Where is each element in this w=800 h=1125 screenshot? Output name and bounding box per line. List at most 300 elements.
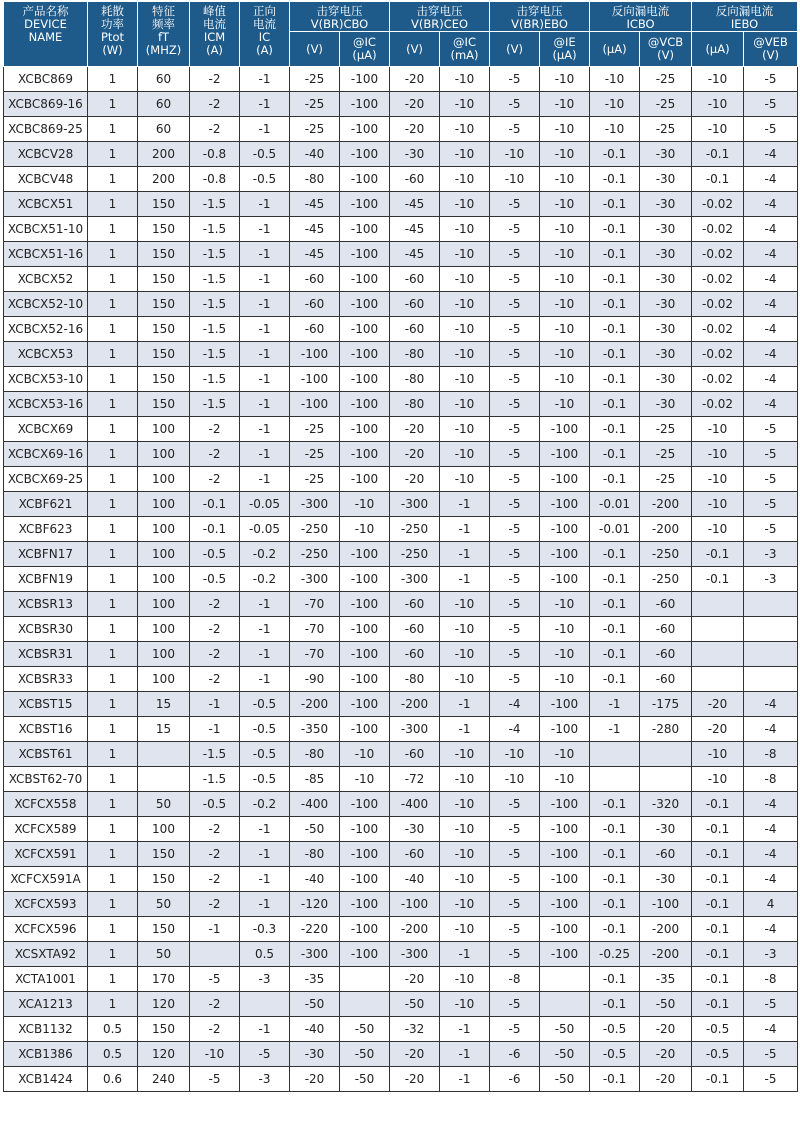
value-cell: -8 (744, 742, 798, 767)
value-cell: -0.1 (692, 992, 744, 1017)
value-cell: -0.25 (590, 942, 640, 967)
value-cell: -2 (190, 642, 240, 667)
value-cell: -1 (440, 567, 490, 592)
table-row (4, 767, 798, 792)
value-cell: -100 (340, 292, 390, 317)
value-cell: -0.1 (590, 817, 640, 842)
value-cell: -50 (290, 817, 340, 842)
value-cell: -70 (290, 642, 340, 667)
table-row (4, 367, 798, 392)
value-cell: -4 (744, 1017, 798, 1042)
device-name-cell: XCBF621 (4, 492, 88, 517)
value-cell: 150 (138, 867, 190, 892)
value-cell: -1 (440, 542, 490, 567)
value-cell: 1 (88, 342, 138, 367)
value-cell: -0.02 (692, 342, 744, 367)
value-cell: -100 (540, 842, 590, 867)
value-cell: 1 (88, 842, 138, 867)
value-cell: -10 (190, 1042, 240, 1067)
value-cell (590, 742, 640, 767)
value-cell: -5 (190, 967, 240, 992)
table-row (4, 192, 798, 217)
table-row (4, 1067, 798, 1092)
device-name-cell: XCB1424 (4, 1067, 88, 1092)
value-cell (692, 617, 744, 642)
value-cell: -100 (340, 692, 390, 717)
value-cell: -5 (490, 592, 540, 617)
value-cell: -20 (390, 1067, 440, 1092)
value-cell: 1 (88, 142, 138, 167)
device-name-cell: XCFCX593 (4, 892, 88, 917)
value-cell: -80 (390, 392, 440, 417)
value-cell: 0.6 (88, 1067, 138, 1092)
value-cell: -10 (440, 292, 490, 317)
value-cell: -100 (540, 692, 590, 717)
value-cell: -30 (640, 192, 692, 217)
value-cell: -30 (390, 142, 440, 167)
value-cell: -250 (390, 517, 440, 542)
value-cell: -20 (692, 717, 744, 742)
value-cell: -1 (440, 1017, 490, 1042)
value-cell: -25 (640, 417, 692, 442)
device-name-cell: XCSXTA92 (4, 942, 88, 967)
value-cell: -0.1 (190, 492, 240, 517)
value-cell: 100 (138, 642, 190, 667)
value-cell: -100 (340, 792, 390, 817)
device-name-cell: XCBFN17 (4, 542, 88, 567)
value-cell: -250 (390, 542, 440, 567)
value-cell: -1 (240, 842, 290, 867)
table-row (4, 417, 798, 442)
device-name-cell: XCBCX69-16 (4, 442, 88, 467)
value-cell: -100 (340, 142, 390, 167)
value-cell: -0.1 (590, 442, 640, 467)
value-cell: -10 (340, 517, 390, 542)
value-cell: -10 (440, 892, 490, 917)
value-cell: -40 (390, 867, 440, 892)
value-cell: -45 (390, 242, 440, 267)
value-cell: -100 (340, 867, 390, 892)
device-name-cell: XCBCX51-16 (4, 242, 88, 267)
value-cell (138, 767, 190, 792)
table-row (4, 842, 798, 867)
value-cell: -4 (744, 242, 798, 267)
value-cell: 1 (88, 242, 138, 267)
value-cell: -60 (390, 742, 440, 767)
table-row (4, 342, 798, 367)
value-cell: -60 (640, 617, 692, 642)
value-cell: 150 (138, 317, 190, 342)
value-cell: 0.5 (88, 1017, 138, 1042)
value-cell: -0.1 (190, 517, 240, 542)
value-cell: -4 (744, 817, 798, 842)
value-cell: 240 (138, 1067, 190, 1092)
table-row (4, 292, 798, 317)
value-cell: -100 (540, 817, 590, 842)
value-cell: -20 (640, 1042, 692, 1067)
value-cell: -1 (240, 317, 290, 342)
value-cell: -50 (340, 1067, 390, 1092)
value-cell: -100 (540, 792, 590, 817)
value-cell: -10 (540, 317, 590, 342)
value-cell: -3 (744, 542, 798, 567)
value-cell: 1 (88, 392, 138, 417)
value-cell: -10 (440, 367, 490, 392)
table-row (4, 817, 798, 842)
value-cell: -30 (640, 342, 692, 367)
value-cell: -5 (490, 67, 540, 92)
value-cell: -1 (240, 817, 290, 842)
value-cell: -4 (744, 842, 798, 867)
value-cell: 150 (138, 192, 190, 217)
device-name-cell: XCBST62-70 (4, 767, 88, 792)
value-cell: -0.1 (590, 167, 640, 192)
value-cell: -25 (640, 442, 692, 467)
table-row (4, 67, 798, 92)
value-cell: -10 (540, 742, 590, 767)
table-row (4, 267, 798, 292)
value-cell: 4 (744, 892, 798, 917)
value-cell: -10 (590, 67, 640, 92)
value-cell: 1 (88, 542, 138, 567)
device-name-cell: XCBSR33 (4, 667, 88, 692)
value-cell: -100 (340, 67, 390, 92)
value-cell: -100 (340, 417, 390, 442)
value-cell: -0.1 (692, 867, 744, 892)
value-cell: -60 (390, 592, 440, 617)
value-cell: -90 (290, 667, 340, 692)
value-cell: -0.1 (692, 167, 744, 192)
value-cell: -0.1 (590, 417, 640, 442)
value-cell: -2 (190, 592, 240, 617)
value-cell: -100 (540, 917, 590, 942)
header-sub-ebo-v: (V) (490, 32, 540, 67)
value-cell: -30 (640, 242, 692, 267)
value-cell: -100 (340, 467, 390, 492)
device-name-cell: XCBC869-16 (4, 92, 88, 117)
value-cell: -10 (540, 217, 590, 242)
value-cell: -5 (490, 992, 540, 1017)
value-cell: -10 (692, 117, 744, 142)
value-cell: -20 (390, 417, 440, 442)
table-row (4, 517, 798, 542)
value-cell: -100 (340, 592, 390, 617)
value-cell: -100 (340, 92, 390, 117)
value-cell (640, 767, 692, 792)
value-cell: -0.1 (590, 892, 640, 917)
table-row (4, 667, 798, 692)
value-cell: -100 (340, 242, 390, 267)
value-cell: -10 (440, 592, 490, 617)
value-cell: -10 (440, 617, 490, 642)
value-cell: -60 (390, 292, 440, 317)
value-cell (240, 992, 290, 1017)
value-cell: -20 (290, 1067, 340, 1092)
value-cell: -1 (440, 517, 490, 542)
value-cell: -45 (290, 217, 340, 242)
value-cell: -4 (744, 392, 798, 417)
value-cell: -0.2 (240, 792, 290, 817)
value-cell: 1 (88, 867, 138, 892)
value-cell: -1 (240, 67, 290, 92)
value-cell: -10 (440, 267, 490, 292)
value-cell: -1 (240, 892, 290, 917)
value-cell: -100 (640, 892, 692, 917)
header-group-iebo: 反向漏电流 IEBO (692, 2, 798, 32)
value-cell: -60 (640, 642, 692, 667)
value-cell: 15 (138, 692, 190, 717)
value-cell: -0.02 (692, 267, 744, 292)
value-cell: -0.1 (590, 542, 640, 567)
value-cell: -100 (340, 717, 390, 742)
table-row (4, 792, 798, 817)
device-name-cell: XCFCX596 (4, 917, 88, 942)
value-cell: -200 (640, 942, 692, 967)
device-name-cell: XCFCX591 (4, 842, 88, 867)
value-cell: -1 (440, 492, 490, 517)
value-cell: -10 (440, 392, 490, 417)
value-cell: -60 (390, 267, 440, 292)
value-cell: -0.1 (692, 817, 744, 842)
value-cell: -2 (190, 817, 240, 842)
header-group-vbr-ceo: 击穿电压 V(BR)CEO (390, 2, 490, 32)
value-cell: -10 (440, 967, 490, 992)
value-cell: -25 (290, 467, 340, 492)
value-cell: -1 (240, 292, 290, 317)
value-cell: -10 (540, 367, 590, 392)
value-cell: -10 (540, 92, 590, 117)
table-row (4, 492, 798, 517)
value-cell: -100 (540, 567, 590, 592)
value-cell (692, 642, 744, 667)
value-cell: -10 (440, 317, 490, 342)
value-cell: 1 (88, 167, 138, 192)
value-cell: -0.1 (590, 917, 640, 942)
device-name-cell: XCBCV48 (4, 167, 88, 192)
value-cell: -0.2 (240, 542, 290, 567)
value-cell: -0.02 (692, 392, 744, 417)
value-cell: -8 (744, 767, 798, 792)
value-cell: -100 (340, 217, 390, 242)
value-cell: -0.5 (692, 1017, 744, 1042)
device-name-cell: XCBC869 (4, 67, 88, 92)
value-cell: -10 (340, 742, 390, 767)
value-cell: -300 (290, 567, 340, 592)
value-cell: -1 (240, 392, 290, 417)
value-cell: -0.5 (190, 567, 240, 592)
table-row (4, 867, 798, 892)
value-cell: 1 (88, 442, 138, 467)
value-cell (744, 592, 798, 617)
value-cell: 150 (138, 217, 190, 242)
value-cell: -20 (640, 1017, 692, 1042)
value-cell (540, 992, 590, 1017)
value-cell: -10 (440, 867, 490, 892)
value-cell: -10 (692, 67, 744, 92)
value-cell: -100 (340, 267, 390, 292)
value-cell: -1 (240, 667, 290, 692)
value-cell: -1.5 (190, 217, 240, 242)
device-name-cell: XCBCV28 (4, 142, 88, 167)
value-cell: -5 (490, 392, 540, 417)
value-cell: 1 (88, 967, 138, 992)
value-cell: -0.1 (692, 917, 744, 942)
value-cell: -20 (390, 467, 440, 492)
value-cell: -0.1 (590, 592, 640, 617)
value-cell: -30 (640, 292, 692, 317)
value-cell: -4 (744, 367, 798, 392)
value-cell: -32 (390, 1017, 440, 1042)
value-cell: -6 (490, 1042, 540, 1067)
value-cell: -25 (640, 67, 692, 92)
value-cell: -10 (692, 467, 744, 492)
value-cell: 1 (88, 217, 138, 242)
value-cell: -50 (390, 992, 440, 1017)
value-cell: -100 (340, 642, 390, 667)
value-cell: -30 (640, 817, 692, 842)
value-cell: -0.1 (692, 842, 744, 867)
value-cell: -5 (490, 567, 540, 592)
value-cell: -1 (190, 692, 240, 717)
value-cell: -100 (340, 367, 390, 392)
value-cell: -1.5 (190, 342, 240, 367)
value-cell: -1 (590, 692, 640, 717)
value-cell: -300 (390, 717, 440, 742)
value-cell: 1 (88, 192, 138, 217)
value-cell: -30 (290, 1042, 340, 1067)
value-cell: -0.1 (590, 267, 640, 292)
value-cell: -30 (640, 142, 692, 167)
value-cell: -5 (490, 542, 540, 567)
value-cell: 1 (88, 717, 138, 742)
value-cell: -2 (190, 442, 240, 467)
value-cell: 100 (138, 817, 190, 842)
header-sub-icbo-ua: (μA) (590, 32, 640, 67)
value-cell: -300 (290, 942, 340, 967)
header-sub-ceo-ic: @IC (mA) (440, 32, 490, 67)
table-row (4, 392, 798, 417)
value-cell: 1 (88, 317, 138, 342)
value-cell: -4 (744, 167, 798, 192)
value-cell: -10 (692, 517, 744, 542)
value-cell: -5 (744, 67, 798, 92)
device-name-cell: XCBSR31 (4, 642, 88, 667)
value-cell: -2 (190, 617, 240, 642)
value-cell: -1 (440, 1067, 490, 1092)
value-cell: -10 (440, 242, 490, 267)
value-cell: -0.5 (692, 1042, 744, 1067)
table-row (4, 317, 798, 342)
header-ptot: 耗散 功率 Ptot (W) (88, 2, 138, 67)
value-cell: 0.5 (240, 942, 290, 967)
value-cell: -5 (490, 92, 540, 117)
device-spec-table (3, 1, 798, 1092)
value-cell: -300 (390, 492, 440, 517)
value-cell: -5 (490, 242, 540, 267)
value-cell: -1 (240, 617, 290, 642)
value-cell: -30 (640, 167, 692, 192)
value-cell: 1 (88, 567, 138, 592)
value-cell: -2 (190, 1017, 240, 1042)
value-cell: -300 (290, 492, 340, 517)
value-cell: -0.1 (590, 642, 640, 667)
value-cell: -5 (744, 517, 798, 542)
value-cell: -1.5 (190, 742, 240, 767)
value-cell: -5 (490, 267, 540, 292)
value-cell: -0.5 (240, 142, 290, 167)
table-row (4, 917, 798, 942)
value-cell: 1 (88, 767, 138, 792)
value-cell: -10 (540, 617, 590, 642)
value-cell: -5 (490, 617, 540, 642)
value-cell: -1 (240, 192, 290, 217)
value-cell: -20 (640, 1067, 692, 1092)
value-cell: -60 (290, 317, 340, 342)
header-sub-ebo-ie: @IE (μA) (540, 32, 590, 67)
device-name-cell: XCBSR13 (4, 592, 88, 617)
value-cell: -1 (240, 217, 290, 242)
value-cell: -0.1 (590, 792, 640, 817)
value-cell: -10 (490, 742, 540, 767)
value-cell: -4 (490, 717, 540, 742)
value-cell: 1 (88, 117, 138, 142)
value-cell: -10 (440, 467, 490, 492)
value-cell: 0.5 (88, 1042, 138, 1067)
value-cell: -80 (290, 742, 340, 767)
value-cell: -0.1 (590, 467, 640, 492)
device-name-cell: XCFCX589 (4, 817, 88, 842)
value-cell: -10 (540, 242, 590, 267)
value-cell: -80 (390, 342, 440, 367)
value-cell: -10 (590, 117, 640, 142)
value-cell: -100 (540, 717, 590, 742)
table-row (4, 742, 798, 767)
value-cell: -1 (240, 417, 290, 442)
device-name-cell: XCBCX53 (4, 342, 88, 367)
table-row (4, 1017, 798, 1042)
value-cell: -5 (490, 667, 540, 692)
value-cell: -0.1 (590, 292, 640, 317)
value-cell: -40 (290, 142, 340, 167)
value-cell: -5 (490, 942, 540, 967)
header-icm: 峰值 电流 ICM (A) (190, 2, 240, 67)
table-row (4, 567, 798, 592)
value-cell: -350 (290, 717, 340, 742)
value-cell (744, 642, 798, 667)
value-cell: 1 (88, 617, 138, 642)
value-cell: -10 (440, 917, 490, 942)
value-cell: -200 (390, 917, 440, 942)
value-cell: 150 (138, 342, 190, 367)
value-cell: -4 (744, 292, 798, 317)
value-cell: 100 (138, 467, 190, 492)
value-cell: -10 (440, 167, 490, 192)
header-group-vbr-cbo: 击穿电压 V(BR)CBO (290, 2, 390, 32)
table-row (4, 942, 798, 967)
value-cell: -4 (490, 692, 540, 717)
value-cell: 100 (138, 592, 190, 617)
device-name-cell: XCBCX52-16 (4, 317, 88, 342)
value-cell: -0.02 (692, 317, 744, 342)
value-cell: -1 (240, 267, 290, 292)
value-cell: 150 (138, 842, 190, 867)
value-cell: -1 (440, 1042, 490, 1067)
value-cell: -25 (290, 67, 340, 92)
table-row (4, 442, 798, 467)
value-cell: -10 (440, 742, 490, 767)
value-cell: -5 (490, 417, 540, 442)
device-name-cell: XCBCX69-25 (4, 467, 88, 492)
